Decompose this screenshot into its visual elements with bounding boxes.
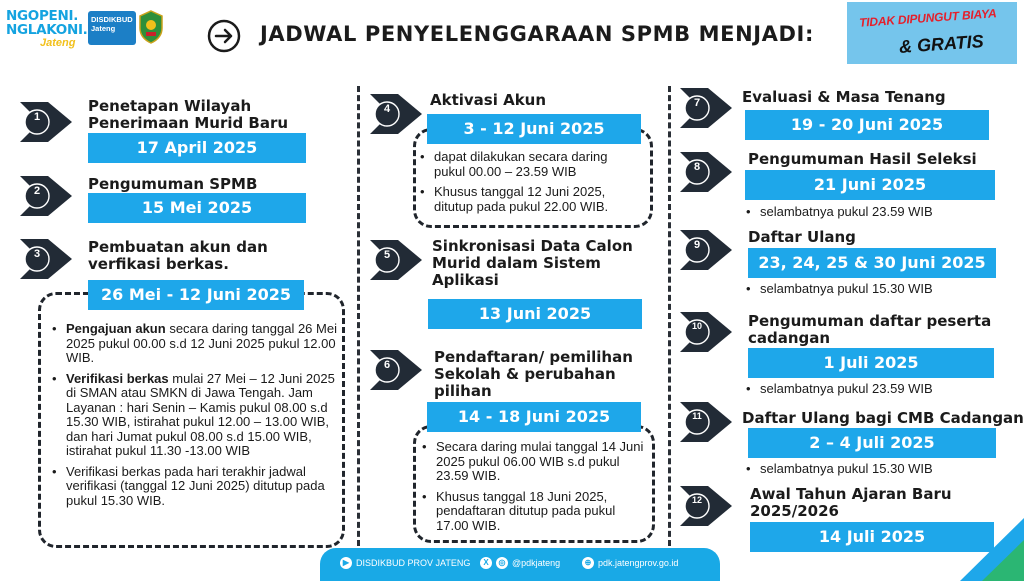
page-title: JADWAL PENYELENGGARAAN SPMB MENJADI: <box>260 22 814 46</box>
badge-line-1: TIDAK DIPUNGUT BIAYA <box>858 6 997 30</box>
ngopeni-logo <box>6 10 88 49</box>
step-number-badge: 7 <box>680 86 734 130</box>
step-date: 26 Mei - 12 Juni 2025 <box>88 280 304 310</box>
step-title: Pengumuman daftar peserta cadangan <box>748 312 992 347</box>
step-title: Awal Tahun Ajaran Baru 2025/2026 <box>750 485 952 520</box>
step-date: 14 Juli 2025 <box>750 522 994 552</box>
note-item: • Secara daring mulai tanggal 14 Juni 2025 pukul 06.00 WIB s.d pukul 23.59 WIB. <box>422 440 648 484</box>
step-number-badge: 12 <box>680 484 734 528</box>
step-number-badge: 4 <box>370 92 424 136</box>
step-number-badge: 1 <box>20 100 74 144</box>
badge-line-2: & GRATIS <box>898 31 985 57</box>
step-date: 19 - 20 Juni 2025 <box>745 110 989 140</box>
note-item: • dapat dilakukan secara daring pukul 00.00 – 23.59 WIB <box>420 150 642 179</box>
disdikbud-logo <box>88 8 164 48</box>
footer-youtube[interactable]: DISDIKBUD PROV JATENG <box>356 558 471 568</box>
step-number-badge: 2 <box>20 174 74 218</box>
arrow-right-circle-icon <box>207 19 241 53</box>
note-item: • Verifikasi berkas pada hari terakhir jadwal verifikasi (tanggal 12 Juni 2025) ditutup pada pukul 15.30 WIB. <box>52 465 342 509</box>
step-notes <box>52 322 342 514</box>
footer-website[interactable]: pdk.jatengprov.go.id <box>598 558 679 568</box>
corner-decoration <box>960 518 1024 581</box>
dept-line-1: DISDIKBUD <box>91 15 133 24</box>
note-item: • Verifikasi berkas mulai 27 Mei – 12 Juni 2025 di SMAN atau SMKN di Jawa Tengah. Jam Layanan : hari Senin – Kamis pukul 08.00 s.d 15.30 WIB, istirahat pukul 12.00 – 13.00 WIB, dan hari Jumat pukul 08.00 s.d 15.00 WIB, istirahat pukul 11.30 -13.00 WIB <box>52 372 342 459</box>
step-number-badge: 3 <box>20 237 74 281</box>
step-date: 2 – 4 Juli 2025 <box>748 428 996 458</box>
step-date: 17 April 2025 <box>88 133 306 163</box>
note-item: • Pengajuan akun secara daring tanggal 26 Mei 2025 pukul 00.00 s.d 12 Juni 2025 pukul 12.00 WIB. <box>52 322 342 366</box>
step-number-badge: 11 <box>680 400 734 444</box>
free-of-charge-badge <box>847 2 1017 64</box>
step-notes <box>420 150 642 220</box>
step-number-badge: 8 <box>680 150 734 194</box>
footer-social-handle[interactable]: @pdkjateng <box>512 558 561 568</box>
logo-line-2: NGLAKONI. <box>6 21 88 38</box>
step-date: 15 Mei 2025 <box>88 193 306 223</box>
step-title: Daftar Ulang bagi CMB Cadangan <box>742 409 1024 427</box>
step-date: 23, 24, 25 & 30 Juni 2025 <box>748 248 996 278</box>
step-title: Daftar Ulang <box>748 228 856 246</box>
disdikbud-badge <box>88 11 136 45</box>
step-title: Pengumuman Hasil Seleksi <box>748 150 977 168</box>
step-date: 1 Juli 2025 <box>748 348 994 378</box>
step-date: 21 Juni 2025 <box>745 170 995 200</box>
step-title: Aktivasi Akun <box>430 91 547 109</box>
note-item: • Khusus tanggal 18 Juni 2025, pendaftaran ditutup pada pukul 17.00 WIB. <box>422 490 648 534</box>
step-number-badge: 5 <box>370 238 424 282</box>
jateng-emblem-icon <box>138 10 164 44</box>
step-title: Evaluasi & Masa Tenang <box>742 88 946 106</box>
step-date: 13 Juni 2025 <box>428 299 642 329</box>
step-number-badge: 9 <box>680 228 734 272</box>
instagram-icon: ◎ <box>496 557 508 569</box>
step-date: 14 - 18 Juni 2025 <box>427 402 641 432</box>
column-divider <box>668 86 671 546</box>
logo-line-1: NGOPENI. <box>6 8 79 24</box>
step-date: 3 - 12 Juni 2025 <box>427 114 641 144</box>
step-note: • selambatnya pukul 15.30 WIB <box>746 461 933 476</box>
logo-line-3: Jateng <box>40 37 76 49</box>
step-number-badge: 6 <box>370 348 424 392</box>
step-number-badge: 10 <box>680 310 734 354</box>
web-icon: ⊕ <box>582 557 594 569</box>
dept-line-2: Jateng <box>91 24 116 33</box>
step-title: Sinkronisasi Data Calon Murid dalam Sistem Aplikasi <box>432 237 633 289</box>
step-title: Pengumuman SPMB <box>88 175 258 193</box>
step-note: • selambatnya pukul 15.30 WIB <box>746 281 933 296</box>
footer-bar <box>320 548 720 581</box>
step-notes <box>422 440 648 539</box>
step-title: Penetapan Wilayah Penerimaan Murid Baru <box>88 97 289 132</box>
step-note: • selambatnya pukul 23.59 WIB <box>746 381 933 396</box>
column-divider <box>357 86 360 546</box>
step-title: Pembuatan akun dan verfikasi berkas. <box>88 238 268 273</box>
step-note: • selambatnya pukul 23.59 WIB <box>746 204 933 219</box>
x-icon: X <box>480 557 492 569</box>
youtube-icon: ▶ <box>340 557 352 569</box>
note-item: • Khusus tanggal 12 Juni 2025, ditutup pada pukul 22.00 WIB. <box>420 185 642 214</box>
step-title: Pendaftaran/ pemilihan Sekolah & perubahan pilihan <box>434 348 633 400</box>
